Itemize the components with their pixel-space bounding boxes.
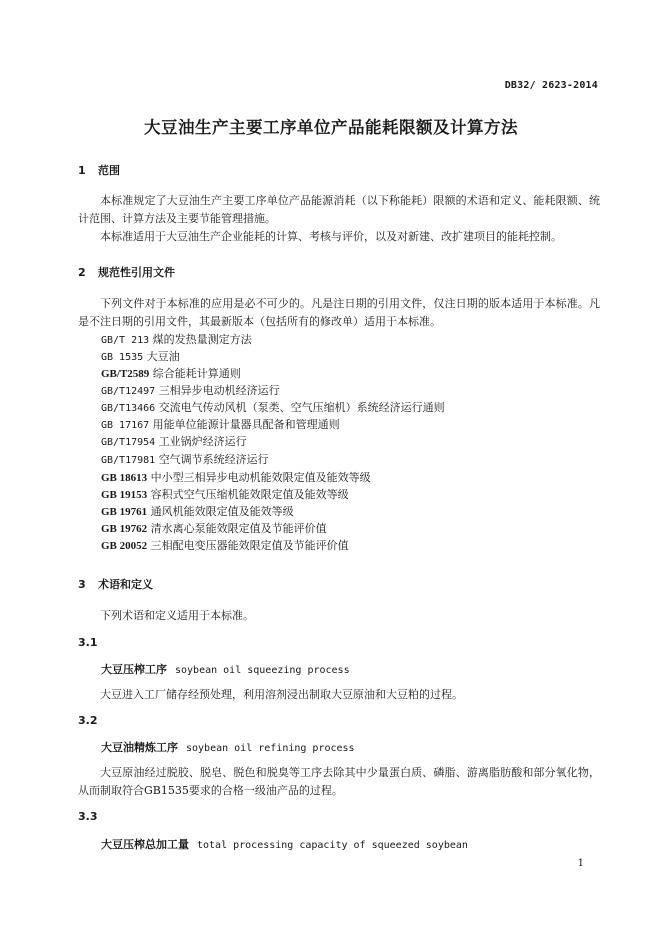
term-definition: 大豆进入工厂储存经预处理，利用溶剂浸出制取大豆原油和大豆粕的过程。 <box>100 688 463 701</box>
term-definition: 大豆原油经过脱胶、脱皂、脱色和脱臭等工序去除其中少量蛋白质、磷脂、游离脂肪酸和部分氧化物，从而制取符合GB1535要求的合格一级油产品的过程。 <box>78 766 600 797</box>
term-heading <box>101 739 355 755</box>
reference-code: GB/T17981 <box>101 455 156 466</box>
paragraph: 下列术语和定义适用于本标准。 <box>100 609 254 622</box>
reference-name: 工业锅炉经济运行 <box>158 435 247 448</box>
page-number: 1 <box>577 858 584 869</box>
section-number: 3 <box>78 578 86 591</box>
reference-item <box>101 520 327 538</box>
reference-item <box>101 348 180 366</box>
term-en: total processing capacity of squeezed soybean <box>197 840 468 851</box>
reference-name: 用能单位能源计量器具配备和管理通则 <box>152 418 340 431</box>
term-en: soybean oil squeezing process <box>175 665 350 676</box>
reference-name: 通风机能效限定值及能效等级 <box>150 505 294 518</box>
term-en: soybean oil refining process <box>186 743 355 754</box>
term-cn: 大豆油精炼工序 <box>101 741 178 754</box>
term-number: 3.1 <box>78 636 98 649</box>
paragraph: 本标准适用于大豆油生产企业能耗的计算、考核与评价，以及对新建、改扩建项目的能耗控制。 <box>100 230 562 243</box>
reference-item <box>101 433 247 451</box>
document-title: 大豆油生产主要工序单位产品能耗限额及计算方法 <box>144 118 518 137</box>
term-heading <box>101 661 350 677</box>
reference-name: 三相配电变压器能效限定值及节能评价值 <box>150 539 349 552</box>
reference-code: GB/T12497 <box>101 386 156 397</box>
reference-code: GB 17167 <box>101 420 150 431</box>
reference-name: 容积式空气压缩机能效限定值及能效等级 <box>150 488 349 501</box>
reference-name: 三相异步电动机经济运行 <box>158 384 280 397</box>
term-cn: 大豆压榨工序 <box>101 663 167 676</box>
reference-item <box>101 365 241 383</box>
reference-code: GB 20052 <box>101 540 148 552</box>
paragraph: 下列文件对于本标准的应用是必不可少的。凡是注日期的引用文件，仅注日期的版本适用于本标准。凡是不注日期的引用文件，其最新版本（包括所有的修改单）适用于本标准。 <box>78 297 600 328</box>
section-number: 2 <box>78 266 86 279</box>
reference-name: 空气调节系统经济运行 <box>158 453 269 466</box>
reference-code: GB 19762 <box>101 523 148 535</box>
section-3-heading <box>78 576 153 592</box>
reference-item <box>101 537 349 555</box>
document-code: DB32/ 2623-2014 <box>504 80 598 91</box>
reference-name: 中小型三相异步电动机能效限定值及能效等级 <box>150 471 371 484</box>
section-number: 1 <box>78 164 86 177</box>
term-heading <box>101 836 468 852</box>
reference-item <box>101 486 349 504</box>
reference-code: GB/T 213 <box>101 335 150 346</box>
reference-name: 清水离心泵能效限定值及节能评价值 <box>150 522 327 535</box>
reference-code: GB 1535 <box>101 352 144 363</box>
reference-name: 综合能耗计算通则 <box>152 367 241 380</box>
reference-name: 大豆油 <box>146 350 180 363</box>
reference-code: GB/T13466 <box>101 403 156 414</box>
term-number: 3.3 <box>78 810 98 823</box>
term-cn: 大豆压榨总加工量 <box>101 838 189 851</box>
section-2-heading <box>78 264 175 280</box>
section-title: 规范性引用文件 <box>98 266 175 279</box>
reference-code: GB 18613 <box>101 472 148 484</box>
reference-code: GB/T17954 <box>101 437 156 448</box>
reference-name: 交流电气传动风机（泵类、空气压缩机）系统经济运行通则 <box>158 401 445 414</box>
term-number: 3.2 <box>78 714 98 727</box>
section-title: 范围 <box>98 164 120 177</box>
reference-code: GB 19761 <box>101 506 148 518</box>
section-title: 术语和定义 <box>98 578 153 591</box>
reference-item <box>101 451 269 469</box>
reference-item <box>101 382 280 400</box>
reference-item <box>101 469 371 487</box>
reference-item <box>101 399 445 417</box>
reference-item <box>101 503 294 521</box>
reference-code: GB 19153 <box>101 489 148 501</box>
reference-code: GB/T2589 <box>101 368 150 380</box>
reference-item <box>101 416 340 434</box>
reference-item <box>101 331 252 349</box>
reference-name: 煤的发热量测定方法 <box>152 333 252 346</box>
paragraph: 本标准规定了大豆油生产主要工序单位产品能源消耗（以下称能耗）限额的术语和定义、能耗限额、统计范围、计算方法及主要节能管理措施。 <box>78 194 600 225</box>
section-1-heading <box>78 162 120 178</box>
